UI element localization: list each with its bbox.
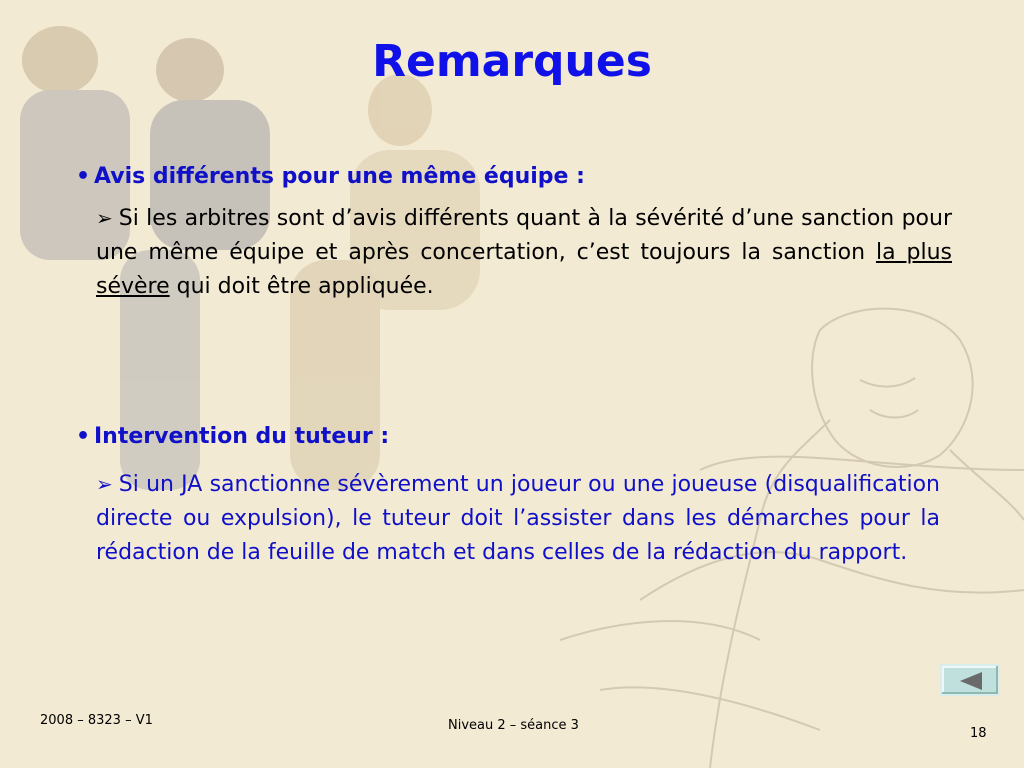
back-button[interactable]: [940, 664, 1000, 696]
arrow-right-icon: ➢: [96, 472, 113, 496]
triangle-left-icon: [958, 671, 984, 691]
section-paragraph: [96, 201, 952, 304]
bullet-dot-icon: •: [76, 164, 91, 189]
section-avis-differents: [76, 164, 952, 304]
paragraph-underlined-text: la plus sévère: [96, 240, 952, 299]
section-heading-text: Avis différents pour une même équipe :: [94, 164, 585, 189]
footer-left-code: 2008 – 8323 – V1: [40, 713, 153, 728]
section-paragraph: [96, 467, 940, 570]
footer-center-session: Niveau 2 – séance 3: [448, 718, 579, 733]
paragraph-text-after: qui doit être appliquée.: [169, 274, 434, 299]
section-heading-text: Intervention du tuteur :: [94, 424, 390, 449]
paragraph-text: Si un JA sanctionne sévèrement un joueur ou une joueuse (disqualification directe ou expulsion), le tuteur doit l’assister dans les démarches pour la rédaction de la feuille de match et dans celles de la rédaction du rapport.: [96, 472, 940, 565]
paragraph-text-before: Si les arbitres sont d’avis différents quant à la sévérité d’une sanction pour une même équipe et après concertation, c’est toujours la sanction: [96, 206, 952, 265]
section-heading: [76, 164, 952, 189]
slide-title: Remarques: [372, 36, 652, 87]
section-heading: [76, 424, 940, 449]
bullet-dot-icon: •: [76, 424, 91, 449]
section-intervention-tuteur: [76, 424, 940, 570]
arrow-right-icon: ➢: [96, 206, 113, 230]
footer-page-number: 18: [970, 726, 987, 741]
